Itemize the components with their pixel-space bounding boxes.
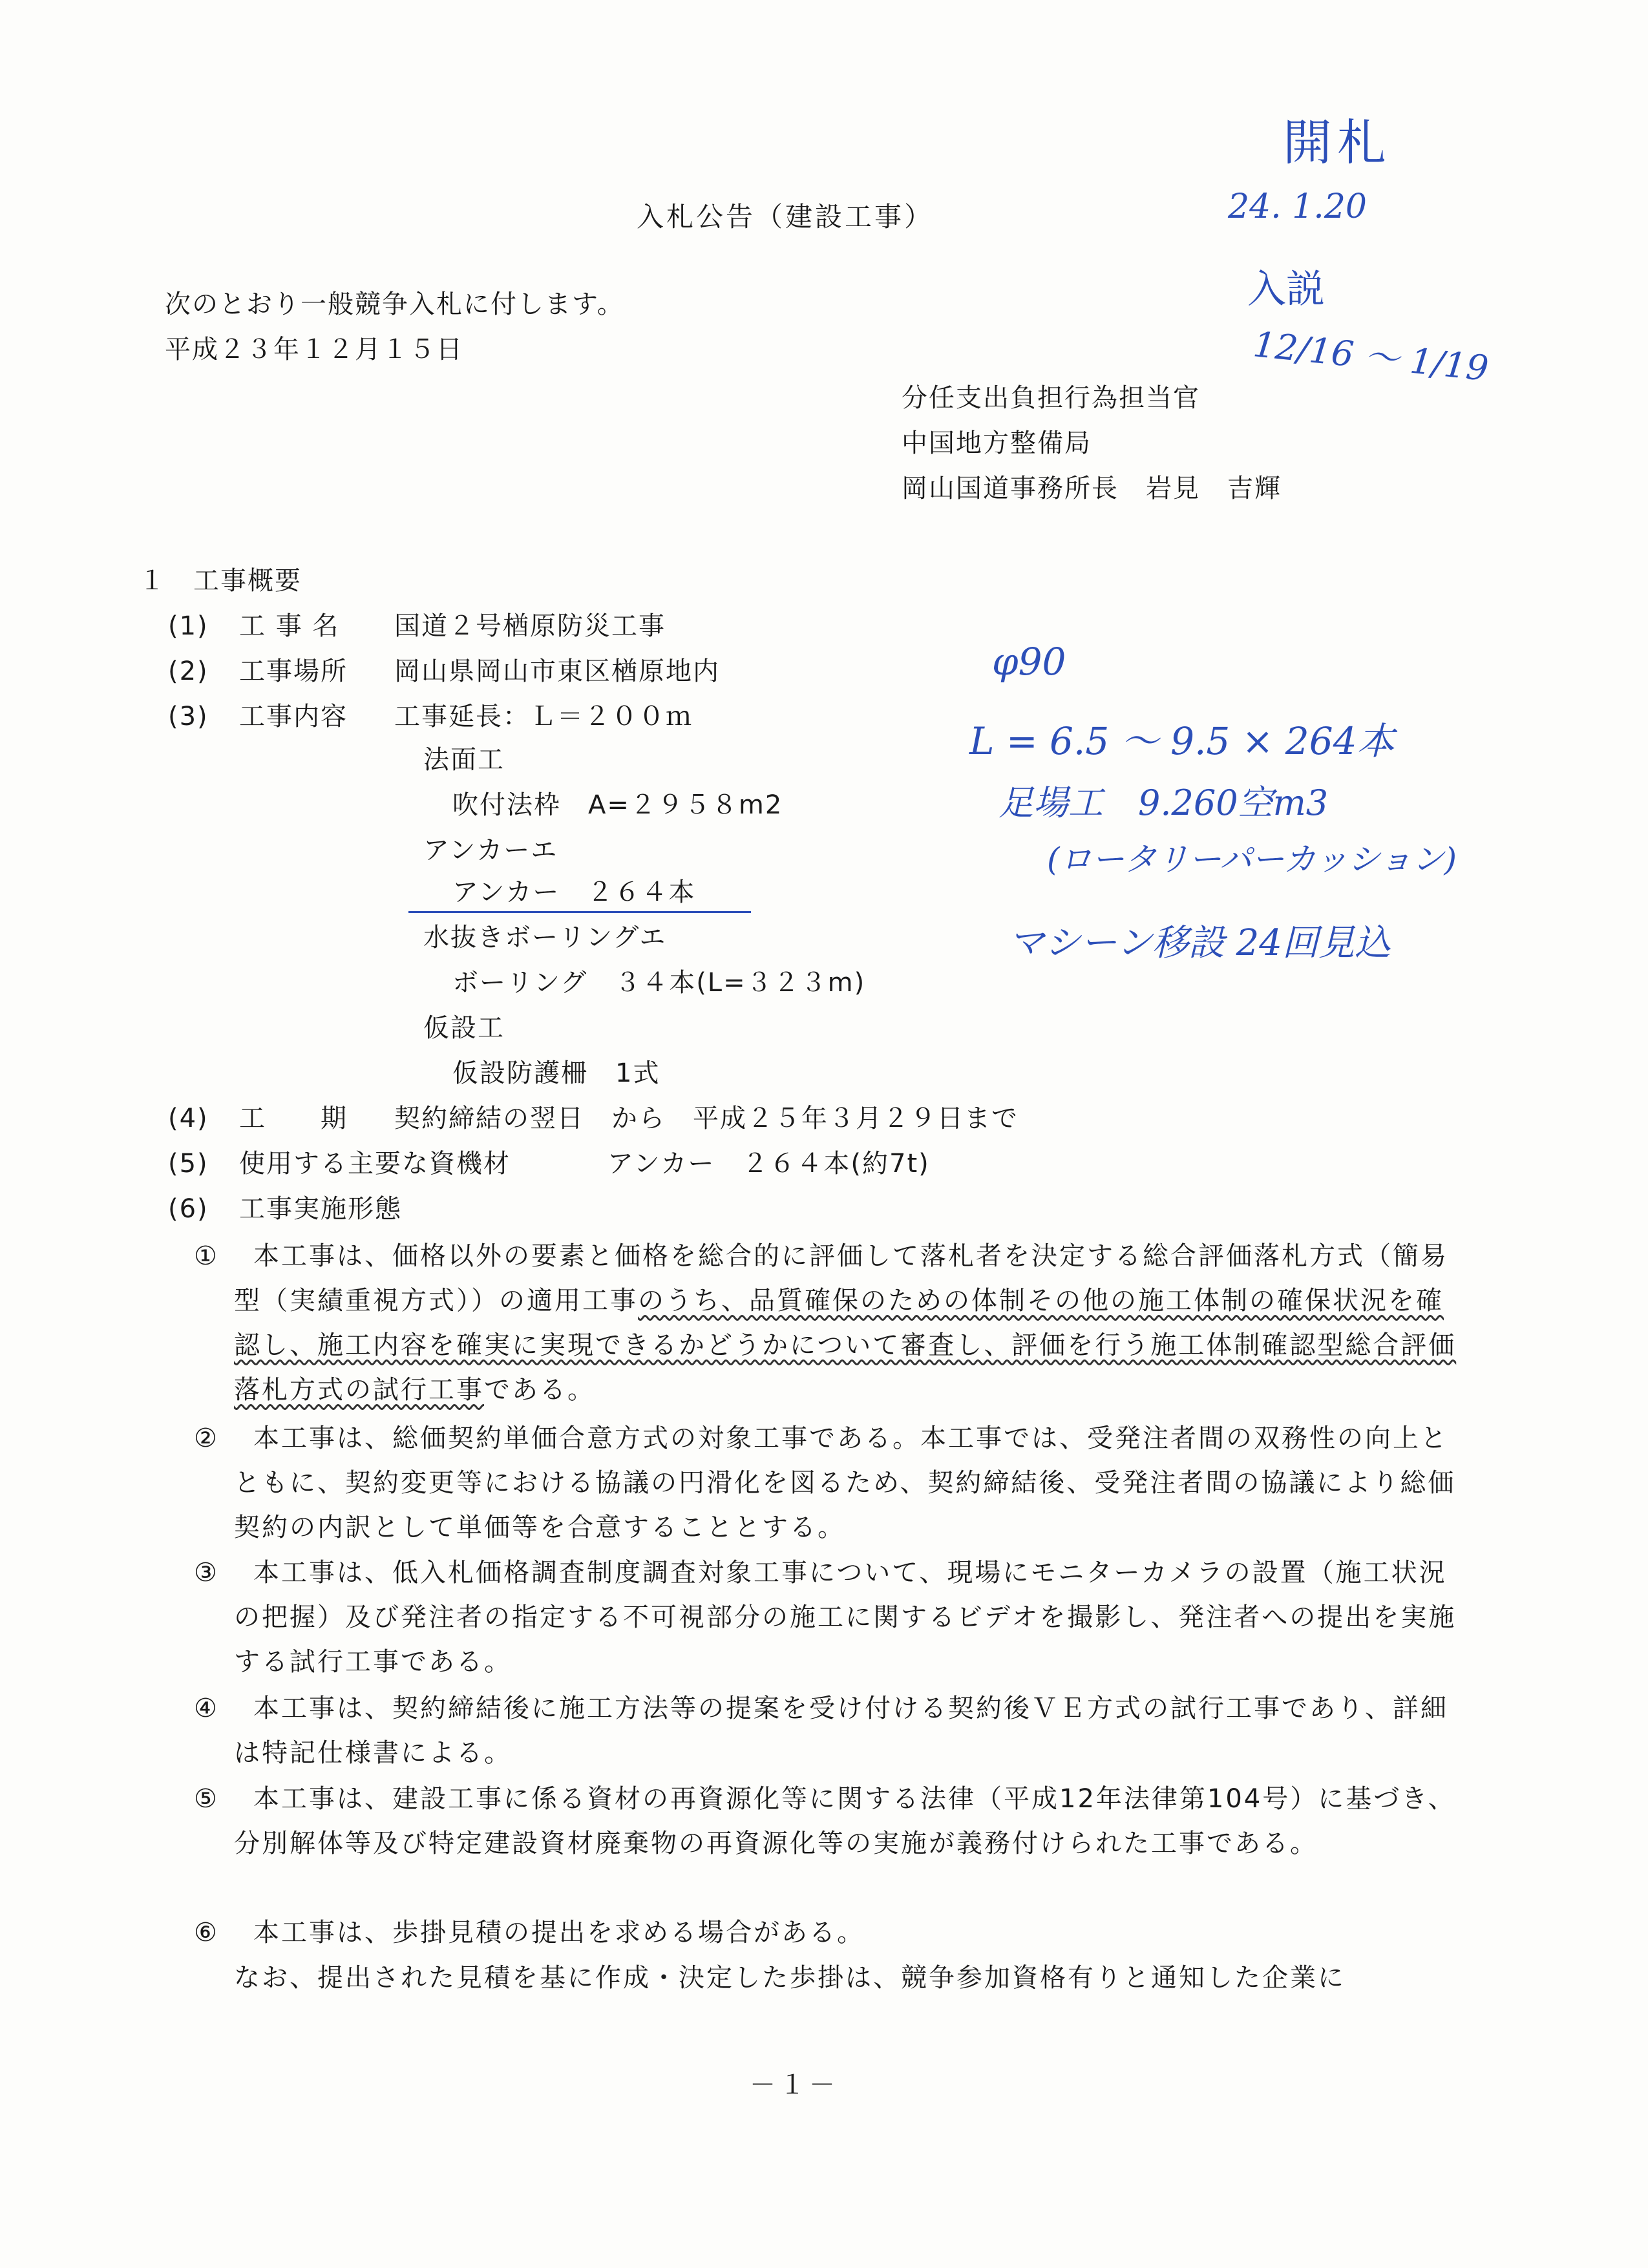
- handwritten-note: L = 6.5 ～ 9.5 × 264本: [969, 719, 1395, 763]
- notice-date: 平成２３年１２月１５日: [165, 335, 463, 364]
- paragraph-1: [234, 1234, 1462, 1412]
- issuer-name: 岡山国道事務所長 岩見 吉輝: [902, 474, 1282, 503]
- paragraph-3: 本工事は、低入札価格調査制度調査対象工事について、現場にモニターカメラの設置（施工状況の把握）及び発注者の指定する不可視部分の施工に関するビデオを撮影し、発注者への提出を実施する試行工事である。: [234, 1558, 1457, 1677]
- content-line: 吹付法枠 A=２９５８m2: [452, 790, 783, 820]
- continuation-line: なお、提出された見積を基に作成・決定した歩掛は、競争参加資格有りと通知した企業に: [234, 1963, 1346, 1993]
- content-line: アンカーエ: [423, 835, 558, 865]
- paragraph-number: ①: [194, 1241, 217, 1271]
- handwritten-note: マシーン移設 24回見込: [1008, 922, 1391, 964]
- item-value: 工事延長：Ｌ＝２００ｍ: [394, 702, 693, 731]
- item-value: 岡山県岡山市東区楢原地内: [394, 656, 720, 686]
- handwritten-note: (ロータリーパーカッション): [1047, 841, 1457, 878]
- handwritten-note: 24. 1.20: [1228, 187, 1368, 226]
- paragraph-5: 本工事は、建設工事に係る資材の再資源化等に関する法律（平成12年法律第104号）に基づき、分別解体等及び特定建設資材廃棄物の再資源化等の実施が義務付けられた工事である。: [234, 1784, 1456, 1858]
- item-label: 使用する主要な資機材: [239, 1149, 511, 1179]
- paragraph-6: 本工事は、歩掛見積の提出を求める場合がある。: [253, 1918, 865, 1948]
- item-label: 工事内容: [239, 702, 348, 731]
- item-number: (3): [168, 702, 209, 731]
- paragraph-number: ⑥: [194, 1918, 217, 1948]
- content-line: 仮設防護柵 1式: [452, 1058, 660, 1088]
- underlined-text: のうち、品質確保のための体制その他の施工体制の確保状況を確認し、施工内容を確実に実現できるかどうかについて審査し、評価を行う施工体制確認型総合評価落札方式の試行工事: [234, 1286, 1457, 1405]
- item-value: 国道２号楢原防災工事: [394, 611, 666, 641]
- paragraph-4: 本工事は、契約締結後に施工方法等の提案を受け付ける契約後ＶＥ方式の試行工事であり、詳細は特記仕様書による。: [234, 1694, 1448, 1768]
- item-value: アンカー ２６４本(約7t): [607, 1149, 930, 1179]
- handwritten-note: 足場工 9.260空m3: [998, 782, 1329, 823]
- item-number: (5): [168, 1149, 209, 1179]
- section-heading: １ 工事概要: [139, 566, 302, 596]
- item-number: (1): [168, 611, 209, 641]
- paragraph-number: ②: [194, 1423, 217, 1453]
- page-number: －１－: [750, 2070, 839, 2100]
- issuer-bureau: 中国地方整備局: [902, 428, 1092, 458]
- item-label: 工 事 名: [239, 611, 340, 641]
- issuer-title: 分任支出負担行為担当官: [902, 383, 1200, 413]
- content-line: ボーリング ３４本(L=３２３m): [452, 968, 866, 998]
- item-value: 契約締結の翌日 から 平成２５年３月２９日まで: [394, 1104, 1019, 1133]
- handwritten-note: 12/16 ～ 1/19: [1251, 324, 1491, 389]
- item-number: (6): [168, 1194, 209, 1224]
- paragraph-text: 本工事は、価格以外の要素と価格を総合的に評価して落札者を決定する総合評価落札方式（簡易型（実績重視方式））の適用工事: [234, 1241, 1448, 1316]
- paragraph-2: 本工事は、総価契約単価合意方式の対象工事である。本工事では、受発注者間の双務性の向上とともに、契約変更等における協議の円滑化を図るため、契約締結後、受発注者間の協議により総価契約の内訳として単価等を合意することとする。: [234, 1423, 1456, 1542]
- item-label: 工事場所: [239, 656, 348, 686]
- handwritten-underline: [408, 911, 751, 913]
- content-line: 法面工: [423, 745, 505, 775]
- content-line: 仮設工: [423, 1013, 505, 1043]
- paragraph-number: ⑤: [194, 1784, 217, 1814]
- paragraph-number: ④: [194, 1694, 217, 1723]
- item-label: 工事実施形態: [239, 1194, 402, 1224]
- intro-text: 次のとおり一般競争入札に付します。: [165, 289, 624, 319]
- notice-title: 入札公告（建設工事）: [637, 201, 935, 233]
- content-line: 水抜きボーリングエ: [423, 923, 667, 952]
- handwritten-note: 開札: [1283, 114, 1391, 171]
- paragraph-number: ③: [194, 1558, 217, 1588]
- item-number: (4): [168, 1104, 209, 1133]
- handwritten-note: φ90: [992, 640, 1066, 684]
- paragraph-text: である。: [484, 1375, 595, 1405]
- handwritten-note: 入説: [1247, 267, 1325, 312]
- item-label: 工 期: [239, 1104, 348, 1133]
- content-line: アンカー ２６４本: [452, 877, 696, 907]
- item-number: (2): [168, 656, 209, 686]
